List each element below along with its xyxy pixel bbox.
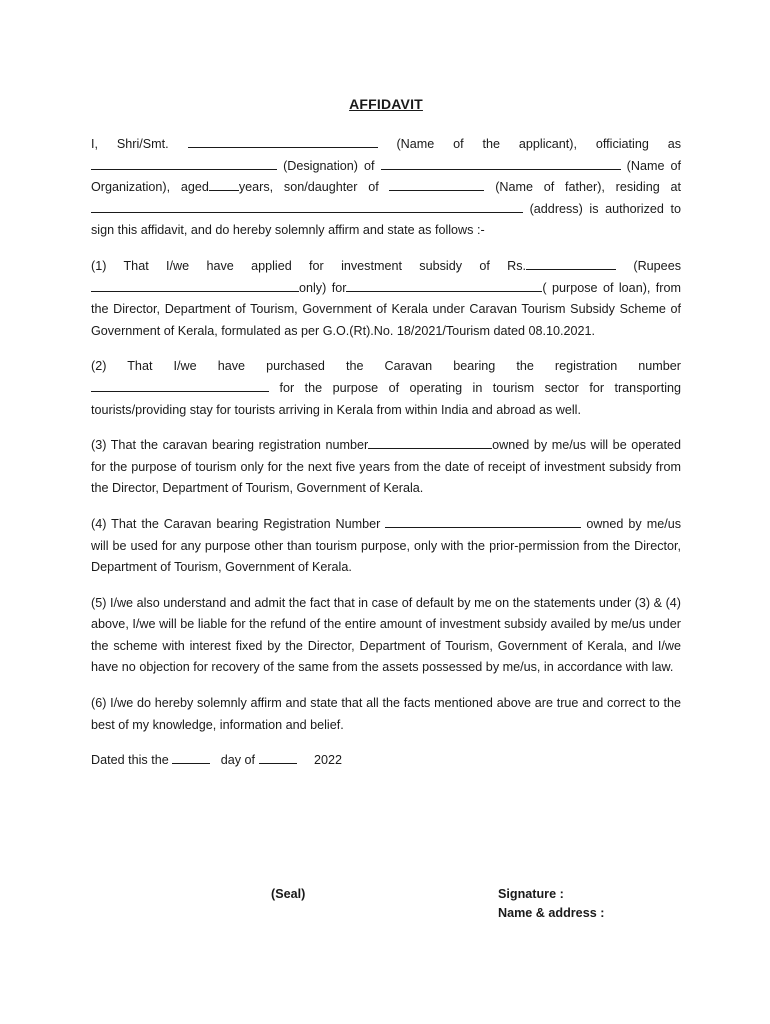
clause-3-text-2: owned by me/us will be operated for the purpose of tourism only for the next five years from the date of receipt of investment subsidy from the Director, Department of Tourism, Government of Kerala. <box>91 438 681 496</box>
month-blank <box>259 750 297 764</box>
subsidy-amount-blank <box>526 256 616 270</box>
organization-blank <box>381 156 621 170</box>
signature-label: Signature : <box>498 887 564 901</box>
clause-2-text-1: (2) That I/we have purchased the Caravan bearing the registration number <box>91 359 681 374</box>
dated-text-1: Dated this the <box>91 753 169 768</box>
address-blank <box>91 199 523 213</box>
amount-in-words-blank <box>91 278 299 292</box>
dated-text-2: day of <box>220 753 256 768</box>
intro-text-5: years, son/daughter of <box>238 180 379 195</box>
dated-line <box>91 750 681 772</box>
designation-blank <box>91 156 277 170</box>
day-blank <box>172 750 210 764</box>
intro-text-6: (Name of father), residing at <box>495 180 681 195</box>
dated-year: 2022 <box>314 753 343 768</box>
affidavit-document <box>91 96 682 920</box>
clause-2 <box>91 356 681 421</box>
loan-purpose-blank <box>346 278 542 292</box>
age-blank <box>209 177 239 191</box>
clause-4 <box>91 514 681 579</box>
clause-5: (5) I/we also understand and admit the fact that in case of default by me on the statements under (3) & (4) above, I/we will be liable for the refund of the entire amount of investment subsidy availed by me/us under the scheme with interest fixed by the Director, Department of Tourism, Government of Kerala, and I/we have no objection for recovery of the same from the assets possessed by me/us, in accordance with law. <box>91 595 681 675</box>
clause-4-text-2: owned by me/us will be used for any purpose other than tourism purpose, only with the prior-permission from the Director, Department of Tourism, Government of Kerala. <box>91 516 681 575</box>
signature-area <box>498 885 604 923</box>
registration-number-blank-3 <box>385 514 581 528</box>
clause-1-text-1: (1) That I/we have applied for investment subsidy of Rs. <box>91 258 527 273</box>
registration-number-blank-1 <box>91 378 269 392</box>
intro-text-4: (Name of Organization), aged <box>91 158 682 195</box>
clause-4-text-1: (4) That the Caravan bearing Registration Number <box>91 516 381 531</box>
intro-text-1: I, Shri/Smt. <box>91 137 169 151</box>
intro-text-7: (address) is authorized to sign this affidavit, and do hereby solemnly affirm and state as follows :- <box>91 201 682 238</box>
clause-2-text-2: for the purpose of operating in tourism sector for transporting tourists/providing stay for tourists arriving in Kerala from within India and abroad as well. <box>91 380 681 417</box>
clause-1 <box>91 256 681 342</box>
document-title: AFFIDAVIT <box>349 96 423 112</box>
intro-text-3: (Designation) of <box>283 158 375 173</box>
clause-1-text-2: (Rupees <box>633 258 681 273</box>
father-name-blank <box>389 177 484 191</box>
clause-1-text-3: only) for <box>299 280 347 295</box>
clause-3 <box>91 435 681 500</box>
clause-6: (6) I/we do hereby solemnly affirm and state that all the facts mentioned above are true and correct to the best of my knowledge, information and belief. <box>91 696 681 732</box>
registration-number-blank-2 <box>368 435 492 449</box>
clause-1-text-4: ( purpose of loan), from the Director, Department of Tourism, Government of Kerala under Caravan Tourism Subsidy Scheme of Government of Kerala, formulated as per G.O.(Rt).No. 18/2021/Tourism dated 08.10.2021. <box>91 280 681 338</box>
applicant-name-blank <box>188 134 378 148</box>
intro-text-2: (Name of the applicant), officiating as <box>396 137 682 151</box>
clause-3-text-1: (3) That the caravan bearing registration number <box>91 438 369 453</box>
name-address-label: Name & address : <box>498 906 605 920</box>
intro-paragraph <box>91 134 681 242</box>
seal-label: (Seal) <box>271 887 306 901</box>
